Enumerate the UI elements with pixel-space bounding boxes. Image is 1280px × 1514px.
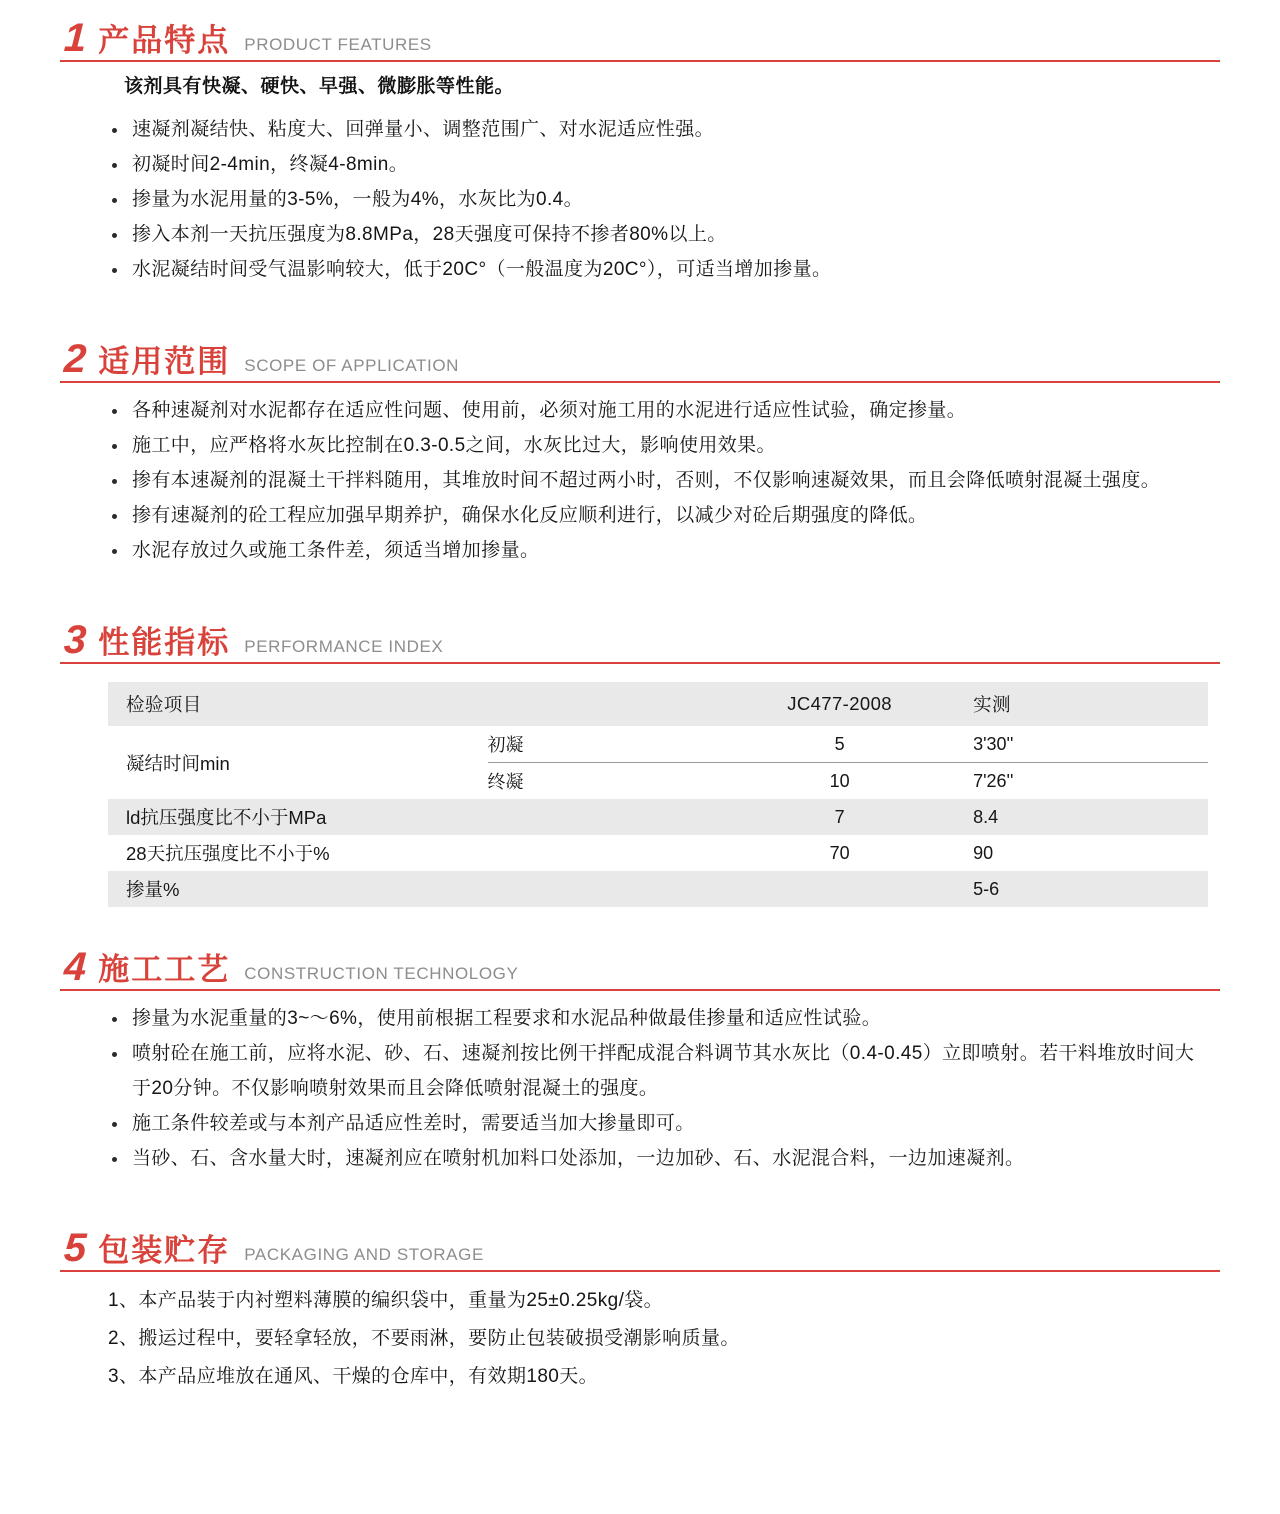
spacer xyxy=(60,293,1220,339)
table-cell-measured: 5-6 xyxy=(967,871,1208,907)
table-cell-standard: 7 xyxy=(712,799,967,835)
section-packaging-and-storage xyxy=(60,1228,1220,1396)
table-cell-item: ld抗压强度比不小于MPa xyxy=(108,799,488,835)
list-item: 施工条件较差或与本剂产品适应性差时，需要适当加大掺量即可。 xyxy=(108,1106,1212,1141)
section-body xyxy=(60,1001,1220,1176)
section-number: 4 xyxy=(62,945,88,989)
section-title-cn: 性能指标 xyxy=(98,625,231,660)
packaging-list xyxy=(68,1282,1212,1396)
section-title-en: PRODUCT FEATURES xyxy=(244,35,432,54)
section-body xyxy=(60,1282,1220,1396)
section-product-features xyxy=(60,18,1220,287)
section-title-cn: 包装贮存 xyxy=(98,1233,231,1268)
list-item: 掺有本速凝剂的混凝土干拌料随用，其堆放时间不超过两小时，否则，不仅影响速凝效果，而且会降低喷射混凝土强度。 xyxy=(108,463,1212,498)
table-cell-item: 28天抗压强度比不小于% xyxy=(108,835,488,871)
list-item: 施工中，应严格将水灰比控制在0.3-0.5之间，水灰比过大，影响使用效果。 xyxy=(108,428,1212,463)
section-performance-index xyxy=(60,620,1220,907)
table-row xyxy=(108,799,1208,835)
table-header-cell: 实测 xyxy=(967,682,1208,726)
table-cell-sub xyxy=(488,835,713,871)
table-cell-standard: 5 xyxy=(712,726,967,763)
section-body xyxy=(60,393,1220,568)
performance-table-wrap xyxy=(108,682,1212,907)
table-cell-standard xyxy=(712,871,967,907)
list-item: 水泥存放过久或施工条件差，须适当增加掺量。 xyxy=(108,533,1212,568)
feature-list xyxy=(68,112,1212,287)
list-item: 水泥凝结时间受气温影响较大，低于20C°（一般温度为20C°），可适当增加掺量。 xyxy=(108,252,1212,287)
section-title-cn: 适用范围 xyxy=(98,344,231,379)
list-item: 2、搬运过程中，要轻拿轻放，不要雨淋，要防止包装破损受潮影响质量。 xyxy=(108,1328,740,1349)
table-cell-sub xyxy=(488,871,713,907)
scope-list xyxy=(68,393,1212,568)
list-item: 掺量为水泥重量的3~～6%，使用前根据工程要求和水泥品种做最佳掺量和适应性试验。 xyxy=(108,1001,1212,1036)
section-header xyxy=(60,947,1220,991)
list-item: 掺入本剂一天抗压强度为8.8MPa，28天强度可保持不掺者80%以上。 xyxy=(108,217,1212,252)
section-header xyxy=(60,339,1220,383)
list-item: 速凝剂凝结快、粘度大、回弹量小、调整范围广、对水泥适应性强。 xyxy=(108,112,1212,147)
performance-table xyxy=(108,682,1208,907)
lead-paragraph: 该剂具有快凝、硬快、早强、微膨胀等性能。 xyxy=(124,76,515,97)
section-title-cn: 产品特点 xyxy=(98,23,231,58)
table-cell-sub xyxy=(488,799,713,835)
section-title-en: CONSTRUCTION TECHNOLOGY xyxy=(244,964,519,983)
table-header-cell xyxy=(488,682,713,726)
table-header-row xyxy=(108,682,1208,726)
section-title-en: SCOPE OF APPLICATION xyxy=(244,356,460,375)
section-body xyxy=(60,72,1220,287)
construction-list xyxy=(68,1001,1212,1176)
list-item: 3、本产品应堆放在通风、干燥的仓库中，有效期180天。 xyxy=(108,1366,599,1387)
table-cell-measured: 8.4 xyxy=(967,799,1208,835)
section-title-en: PERFORMANCE INDEX xyxy=(244,637,444,656)
list-item: 掺量为水泥用量的3-5%，一般为4%，水灰比为0.4。 xyxy=(108,182,1212,217)
spacer xyxy=(60,574,1220,620)
section-title-en: PACKAGING AND STORAGE xyxy=(244,1245,484,1264)
table-cell-sub: 终凝 xyxy=(488,763,713,800)
list-item: 各种速凝剂对水泥都存在适应性问题、使用前，必须对施工用的水泥进行适应性试验，确定掺量。 xyxy=(108,393,1212,428)
section-scope-of-application xyxy=(60,339,1220,568)
spacer xyxy=(60,913,1220,947)
table-row xyxy=(108,726,1208,763)
section-header xyxy=(60,1228,1220,1272)
section-number: 5 xyxy=(62,1226,88,1270)
spacer xyxy=(60,1182,1220,1228)
table-cell-item: 掺量% xyxy=(108,871,488,907)
section-header xyxy=(60,18,1220,62)
table-cell-standard: 10 xyxy=(712,763,967,800)
table-header-cell: 检验项目 xyxy=(108,682,488,726)
table-row xyxy=(108,835,1208,871)
list-item: 掺有速凝剂的砼工程应加强早期养护，确保水化反应顺利进行，以减少对砼后期强度的降低。 xyxy=(108,498,1212,533)
table-cell-sub: 初凝 xyxy=(488,726,713,763)
table-cell-standard: 70 xyxy=(712,835,967,871)
section-header xyxy=(60,620,1220,664)
list-item: 初凝时间2-4min，终凝4-8min。 xyxy=(108,147,1212,182)
table-row xyxy=(108,871,1208,907)
list-item: 当砂、石、含水量大时，速凝剂应在喷射机加料口处添加，一边加砂、石、水泥混合料，一边加速凝剂。 xyxy=(108,1141,1212,1176)
section-number: 3 xyxy=(62,618,88,662)
section-title-cn: 施工工艺 xyxy=(98,952,231,987)
table-header-cell: JC477-2008 xyxy=(712,682,967,726)
section-construction-technology xyxy=(60,947,1220,1176)
list-item: 1、本产品装于内衬塑料薄膜的编织袋中，重量为25±0.25kg/袋。 xyxy=(108,1290,664,1311)
table-cell-item: 凝结时间min xyxy=(108,726,488,799)
table-cell-measured: 90 xyxy=(967,835,1208,871)
table-cell-measured: 7'26'' xyxy=(967,763,1208,800)
list-item: 喷射砼在施工前，应将水泥、砂、石、速凝剂按比例干拌配成混合料调节其水灰比（0.4-0.45）立即喷射。若干料堆放时间大于20分钟。不仅影响喷射效果而且会降低喷射混凝土的强度。 xyxy=(108,1036,1212,1106)
section-number: 1 xyxy=(62,16,88,60)
section-number: 2 xyxy=(62,337,88,381)
table-cell-measured: 3'30'' xyxy=(967,726,1208,763)
